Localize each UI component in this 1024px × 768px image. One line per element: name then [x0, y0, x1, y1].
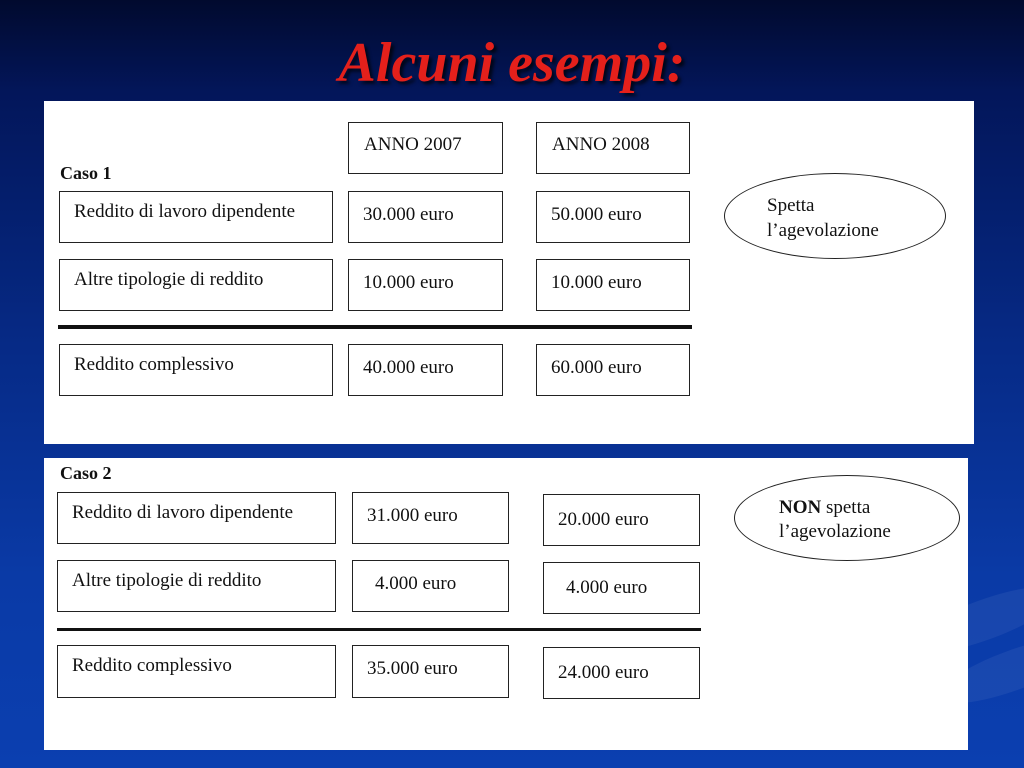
total-label: Reddito complessivo — [57, 645, 336, 698]
total-2008: 24.000 euro — [543, 647, 700, 699]
total-2008: 60.000 euro — [536, 344, 690, 396]
sum-divider — [57, 628, 701, 631]
total-label: Reddito complessivo — [59, 344, 333, 396]
cell-2007: 10.000 euro — [348, 259, 503, 311]
cell-2008: 10.000 euro — [536, 259, 690, 311]
cell-2008: 20.000 euro — [543, 494, 700, 546]
row-label: Altre tipologie di reddito — [57, 560, 336, 612]
header-anno-2007: ANNO 2007 — [348, 122, 503, 174]
result-emphasis: NON — [779, 497, 822, 518]
row-label: Altre tipologie di reddito — [59, 259, 333, 311]
slide-title: Alcuni esempi: — [338, 32, 686, 94]
case1-panel — [44, 101, 974, 444]
result-line1: Spetta — [767, 195, 815, 216]
cell-2007: 30.000 euro — [348, 191, 503, 243]
result-line1 — [779, 496, 870, 520]
case1-result-oval — [724, 173, 946, 259]
case2-result-oval — [734, 475, 960, 561]
cell-2008: 50.000 euro — [536, 191, 690, 243]
total-2007: 35.000 euro — [352, 645, 509, 698]
row-label: Reddito di lavoro dipendente — [57, 492, 336, 544]
cell-2008: 4.000 euro — [543, 562, 700, 614]
total-2007: 40.000 euro — [348, 344, 503, 396]
sum-divider — [58, 325, 692, 329]
result-line2: l’agevolazione — [767, 220, 879, 241]
case2-label: Caso 2 — [60, 463, 112, 483]
header-anno-2008: ANNO 2008 — [536, 122, 690, 174]
result-line2: l’agevolazione — [779, 521, 891, 542]
row-label: Reddito di lavoro dipendente — [59, 191, 333, 243]
case2-panel — [44, 458, 968, 750]
case1-label: Caso 1 — [60, 163, 112, 183]
result-line1-rest: spetta — [821, 497, 871, 518]
cell-2007: 4.000 euro — [352, 560, 509, 612]
cell-2007: 31.000 euro — [352, 492, 509, 544]
